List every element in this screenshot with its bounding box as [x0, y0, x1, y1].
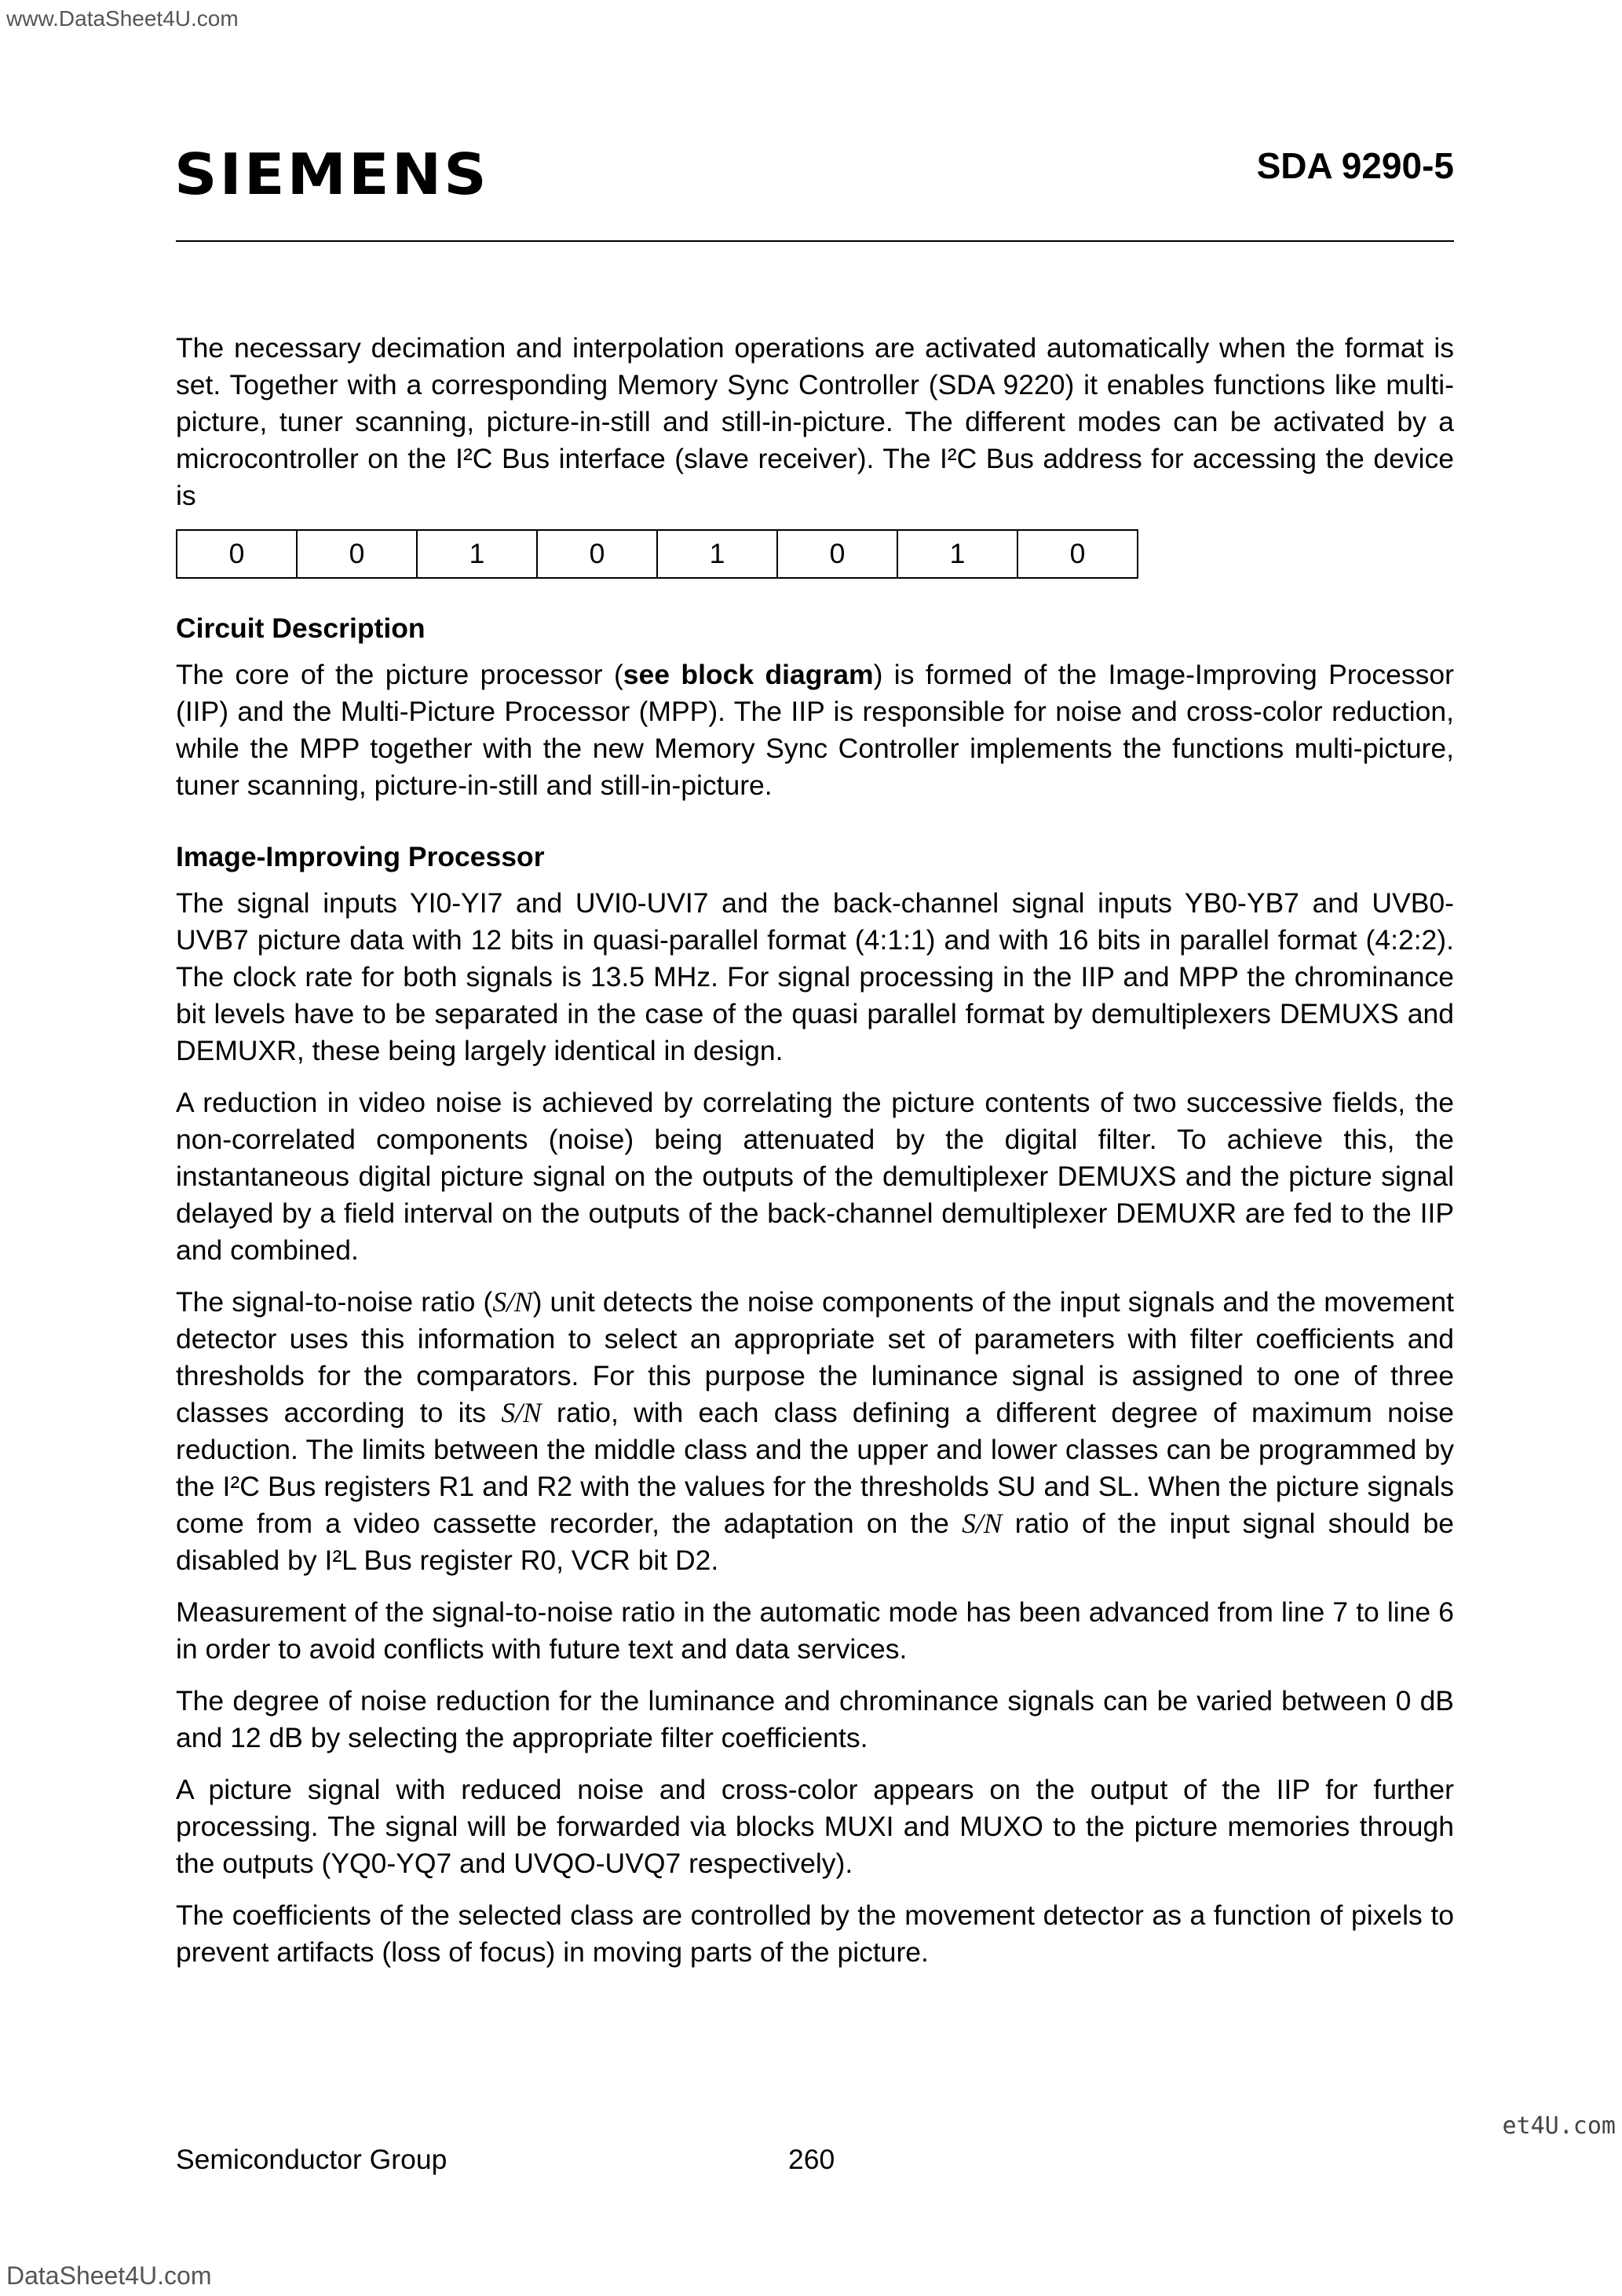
iip-paragraph-4: Measurement of the signal-to-noise ratio in the automatic mode has been advanced from line 7 to line 6 in order to avoid conflicts with future text and data services. — [176, 1596, 1454, 1665]
i2c-address-table — [176, 529, 1138, 579]
address-bit: 1 — [657, 530, 777, 578]
iip-paragraph-6: A picture signal with reduced noise and cross-color appears on the output of the IIP for further processing. The signal will be forwarded via blocks MUXI and MUXO to the picture memories through the outputs (YQ0-YQ7 and UVQO-UVQ7 respectively). — [176, 1774, 1454, 1879]
address-bit: 0 — [777, 530, 897, 578]
iip-paragraph-7: The coefficients of the selected class are controlled by the movement detector as a function of pixels to prevent artifacts (loss of focus) in moving parts of the picture. — [176, 1899, 1454, 1968]
address-bit: 1 — [417, 530, 537, 578]
siemens-logo: SIEMENS — [174, 141, 489, 207]
address-bit: 1 — [897, 530, 1017, 578]
intro-paragraph: The necessary decimation and interpolation operations are activated automatically when the format is set. Together with a corresponding Memory Sync Controller (SDA 9220) it enables functions like multi-picture, tuner scanning, picture-in-still and still-in-picture. The different modes can be activated by a microcontroller on the I²C Bus interface (slave receiver). The I²C Bus address for accessing the device is — [176, 332, 1454, 511]
text-run: ratio of the input signal should be disabled by I²L Bus register R0, VCR bit D2. — [176, 1508, 1454, 1576]
iip-paragraph-5: The degree of noise reduction for the luminance and chrominance signals can be varied between 0 dB and 12 dB by selecting the appropriate filter coefficients. — [176, 1685, 1454, 1753]
address-bit: 0 — [177, 530, 297, 578]
text-run: The core of the picture processor ( — [176, 659, 623, 690]
page-body — [176, 330, 1454, 1986]
circuit-description-heading: Circuit Description — [176, 612, 426, 644]
iip-heading: Image-Improving Processor — [176, 841, 545, 872]
text-run: ) unit detects the noise components of the input signals and the movement detector uses this information to select an appropriate set of parameters with filter coefficients and thresholds for the comparators. For this purpose the luminance signal is assigned to one of three classes according to its — [176, 1286, 1454, 1428]
page-number: 260 — [788, 2144, 835, 2175]
text-run: The signal-to-noise ratio ( — [176, 1286, 493, 1318]
footer-company: Semiconductor Group — [176, 2144, 448, 2175]
sn-symbol: S/N — [962, 1508, 1003, 1539]
circuit-paragraph — [176, 656, 1454, 804]
watermark-top: www.DataSheet4U.com — [6, 6, 239, 31]
sn-symbol: S/N — [492, 1286, 533, 1318]
iip-paragraph-1: The signal inputs YI0-YI7 and UVI0-UVI7 and the back-channel signal inputs YB0-YB7 and UVB0-UVB7 picture data with 12 bits in quasi-parallel format (4:1:1) and with 16 bits in parallel format (4:2:2). The clock rate for both signals is 13.5 MHz. For signal processing in the IIP and MPP the chrominance bit levels have to be separated in the case of the quasi parallel format by demultiplexers DEMUXS and DEMUXR, these being largely identical in design. — [176, 887, 1454, 1066]
watermark-bottom: DataSheet4U.com — [6, 2261, 212, 2290]
text-run: ratio, with each class defining a different degree of maximum noise reduction. The limits between the middle class and the upper and lower classes can be programmed by the I²C Bus registers R1 and R2 with the values for the thresholds SU and SL. When the picture signals come from a video cassette recorder, the adaptation on the — [176, 1397, 1454, 1539]
watermark-right: et4U.com — [1502, 2112, 1616, 2140]
block-diagram-reference: see block diagram — [623, 659, 874, 690]
address-bit: 0 — [537, 530, 657, 578]
iip-paragraph-2: A reduction in video noise is achieved by correlating the picture contents of two successive fields, the non-correlated components (noise) being attenuated by the digital filter. To achieve this, the instantaneous digital picture signal on the outputs of the demultiplexer DEMUXS and the picture signal delayed by a field interval on the outputs of the back-channel demultiplexer DEMUXR are fed to the IIP and combined. — [176, 1087, 1454, 1266]
address-bit: 0 — [297, 530, 417, 578]
iip-paragraph-3 — [176, 1284, 1454, 1579]
header-rule — [176, 240, 1454, 242]
sn-symbol: S/N — [501, 1397, 542, 1428]
text-run: ) is formed of the Image-Improving Processor (IIP) and the Multi-Picture Processor (MPP). The IIP is responsible for noise and cross-color reduction, while the MPP together with the new Memory Sync Controller implements the functions multi-picture, tuner scanning, picture-in-still and still-in-picture. — [176, 659, 1454, 801]
part-number: SDA 9290-5 — [1256, 145, 1454, 186]
address-bit: 0 — [1017, 530, 1138, 578]
